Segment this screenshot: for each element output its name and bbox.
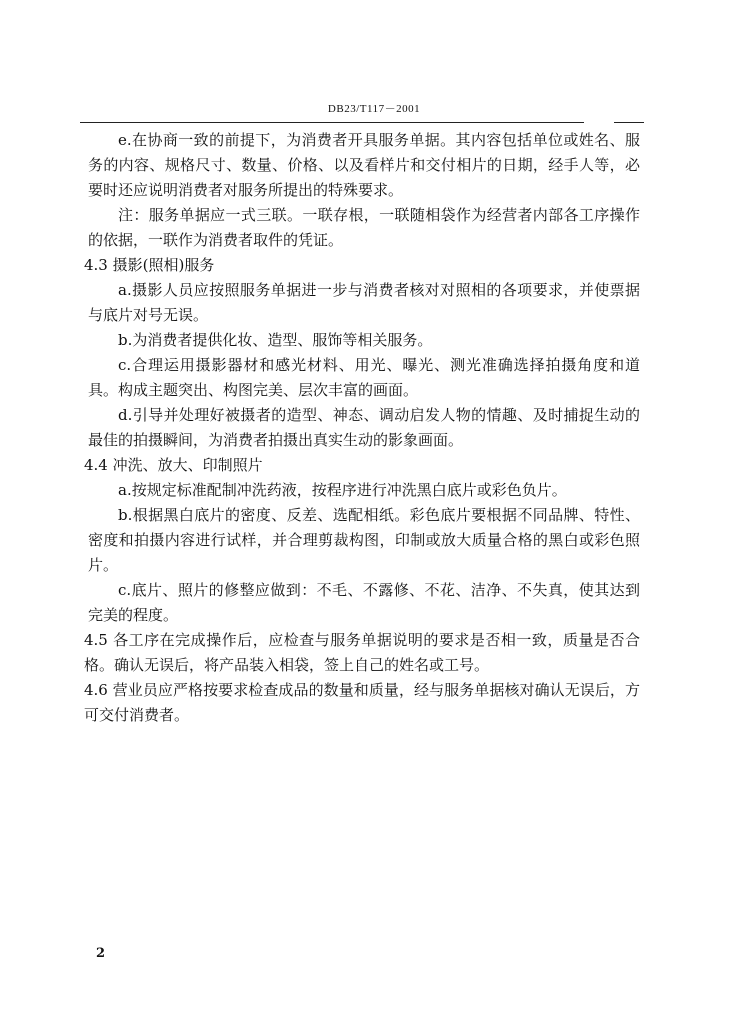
standard-code-header: DB23/T117－2001 [327, 103, 421, 115]
section-4-5-paragraph: 4.5 各工序在完成操作后，应检查与服务单据说明的要求是否相一致，质量是否合格。确认无误后，将产品装入相袋，签上自己的姓名或工号。 [84, 631, 640, 674]
paragraph-4-3-d: d.引导并处理好被摄者的造型、神态、调动启发人物的情趣、及时捕捉生动的最佳的拍摄瞬间，为消费者拍摄出真实生动的影象画面。 [88, 406, 640, 449]
page-number: 2 [96, 946, 106, 961]
body-text [84, 128, 640, 728]
paragraph-4-3-a: a.摄影人员应按照服务单据进一步与消费者核对对照相的各项要求，并使票据与底片对号无误。 [88, 281, 640, 324]
paragraph-4-4-c: c.底片、照片的修整应做到：不毛、不露修、不花、洁净、不失真，使其达到完美的程度。 [88, 581, 640, 624]
paragraph-4-4-b: b.根据黑白底片的密度、反差、选配相纸。彩色底片要根据不同品牌、特性、密度和拍摄内容进行试样，并合理剪裁构图，印制或放大质量合格的黑白或彩色照片。 [88, 506, 640, 574]
section-4-4-heading: 4.4 冲洗、放大、印制照片 [84, 456, 263, 474]
paragraph-4-3-b: b.为消费者提供化妆、造型、服饰等相关服务。 [118, 331, 433, 349]
paragraph-4-3-c: c.合理运用摄影器材和感光材料、用光、曝光、测光准确选择拍摄角度和道具。构成主题突出、构图完美、层次丰富的画面。 [88, 356, 640, 399]
header-rule-segment [614, 122, 644, 123]
header-rule [80, 122, 584, 123]
section-4-3-heading: 4.3 摄影(照相)服务 [84, 256, 215, 274]
paragraph-4-4-a: a.按规定标准配制冲洗药液，按程序进行冲洗黑白底片或彩色负片。 [118, 481, 567, 499]
section-4-6-paragraph: 4.6 营业员应严格按要求检查成品的数量和质量，经与服务单据核对确认无误后，方可交付消费者。 [84, 681, 640, 724]
paragraph-e: e.在协商一致的前提下，为消费者开具服务单据。其内容包括单位或姓名、服务的内容、规格尺寸、数量、价格、以及看样片和交付相片的日期，经手人等，必要时还应说明消费者对服务所提出的特殊要求。 [88, 131, 640, 199]
note-paragraph: 注：服务单据应一式三联。一联存根，一联随相袋作为经营者内部各工序操作的依据，一联作为消费者取件的凭证。 [88, 206, 640, 249]
